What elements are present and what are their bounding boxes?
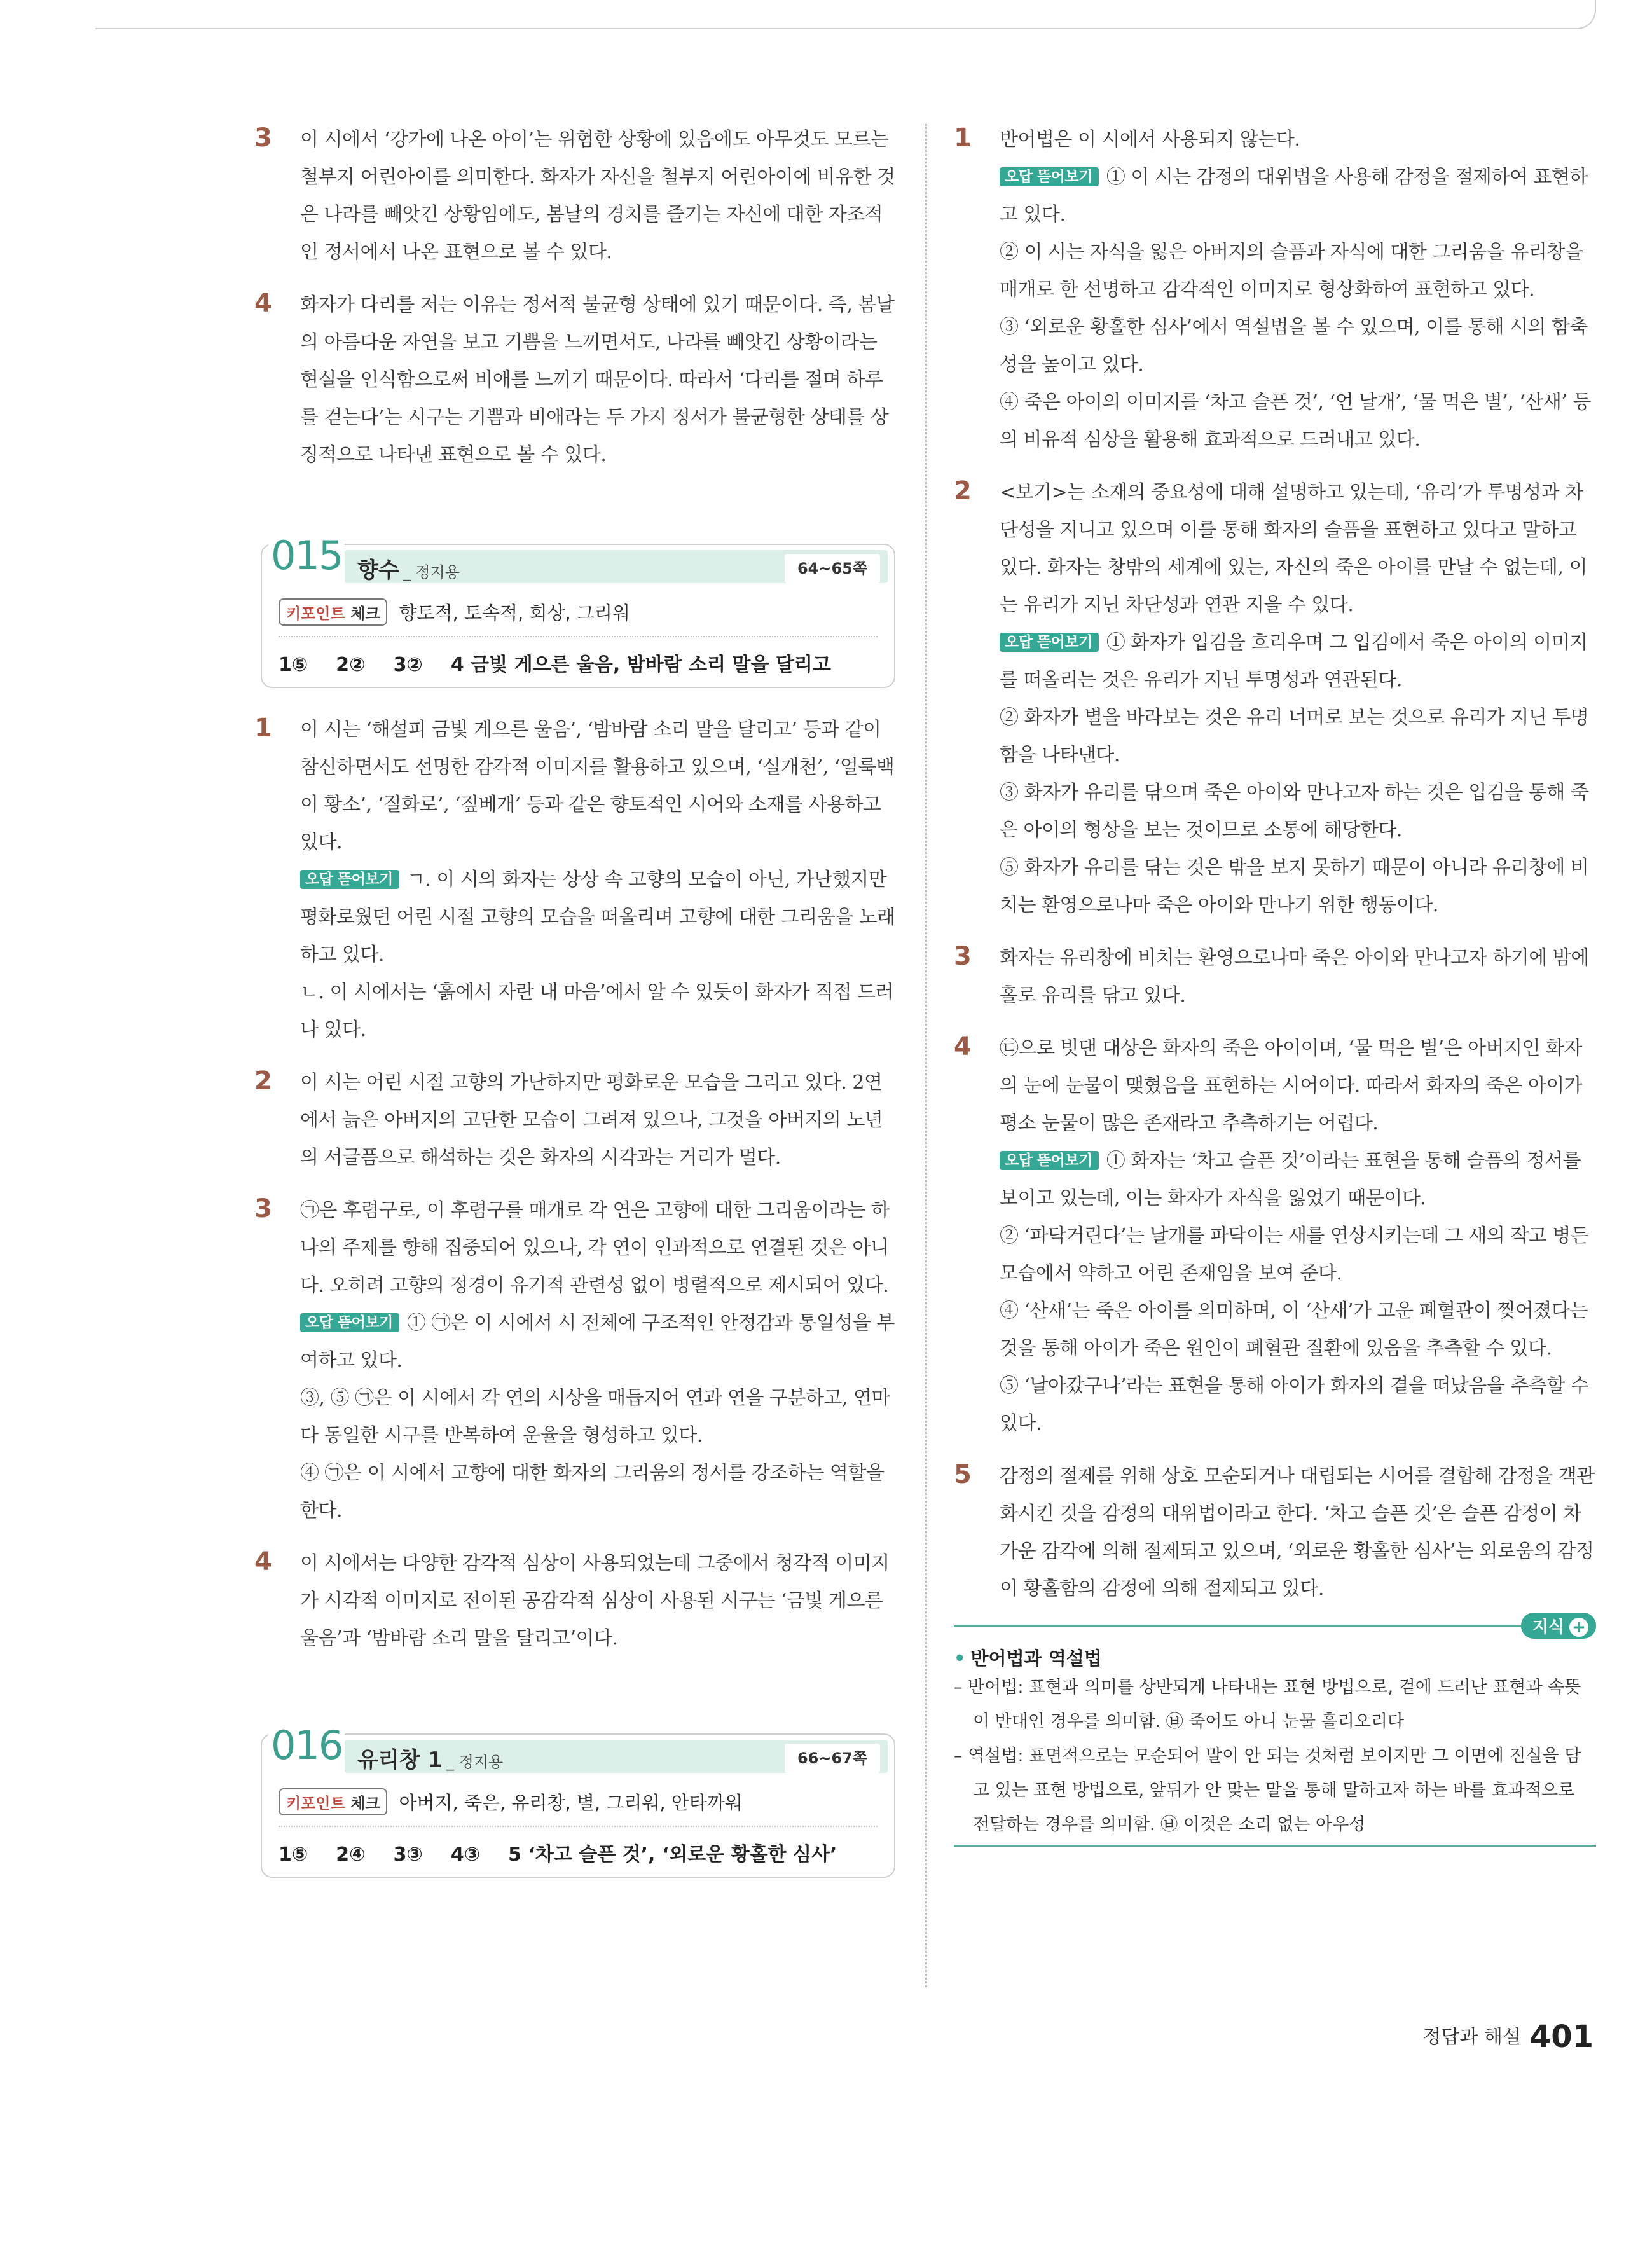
knowledge-line: – 역설법: 표면적으로는 모순되어 말이 안 되는 것처럼 보이지만 그 이면에 진실을 담고 있는 표현 방법으로, 앞뒤가 안 맞는 말을 통해 말하고자 하는 바를 효과적으로 전달하는 경우를 의미함. ㉥ 이것은 소리 없는 아우성 <box>954 1746 1581 1835</box>
poem-author: _ 정지용 <box>403 563 460 581</box>
wrong-answer-note: ㄴ. 이 시에서는 ‘흙에서 자란 내 마음’에서 알 수 있듯이 화자가 직접 드러나 있다. <box>300 981 893 1041</box>
knowledge-rule <box>954 1625 1596 1627</box>
wrong-answer-note: ③, ⑤ ㉠은 이 시에서 각 연의 시상을 매듭지어 연과 연을 구분하고, 연마다 동일한 시구를 반복하여 운율을 형성하고 있다. <box>300 1387 890 1447</box>
question-number: 4 <box>254 289 272 318</box>
right-column <box>954 121 1596 1847</box>
wrong-answer-note: ④ ㉠은 이 시에서 고향에 대한 화자의 그리움의 정서를 강조하는 역할을 한다. <box>300 1462 885 1522</box>
wrong-answer-note: 오답 뜯어보기 ㄱ. 이 시의 화자는 상상 속 고향의 모습이 아닌, 가난했지만 평화로웠던 어린 시절 고향의 모습을 떠올리며 고향에 대한 그리움을 노래하고 있다. <box>300 869 895 966</box>
knowledge-box <box>954 1613 1596 1847</box>
question-number: 1 <box>954 123 972 153</box>
question-item <box>254 711 897 1049</box>
keypoint-label: 키포인트 체크 <box>279 1788 387 1815</box>
answer-explanation: 화자가 다리를 저는 이유는 정서적 불균형 상태에 있기 때문이다. 즉, 봄날의 아름다운 자연을 보고 기쁨을 느끼면서도, 나라를 빼앗긴 상황이라는 현실을 인식함으로써 비애를 느끼기 때문이다. 따라서 ‘다리를 절며 하루를 걷는다’는 시구는 기쁨과 비애라는 두 가지 정서가 불균형한 상태를 상징적으로 나타낸 표현으로 볼 수 있다. <box>300 294 895 466</box>
answer-explanation: 이 시는 ‘해설피 금빛 게으른 울음’, ‘밤바람 소리 말을 달리고’ 등과 같이 참신하면서도 선명한 감각적 이미지를 활용하고 있으며, ‘실개천’, ‘얼룩백이 황소’, ‘질화로’, ‘짚베개’ 등과 같은 향토적인 시어와 소재를 사용하고 있다. <box>300 719 895 853</box>
question-item <box>954 1030 1596 1442</box>
plus-icon: + <box>1569 1618 1588 1637</box>
wrong-answer-note: ④ 죽은 아이의 이미지를 ‘차고 슬픈 것’, ‘언 날개’, ‘물 먹은 별’, ‘산새’ 등의 비유적 심상을 활용해 효과적으로 드러내고 있다. <box>1000 391 1591 451</box>
question-number: 4 <box>254 1547 272 1576</box>
question-number: 3 <box>254 1194 272 1223</box>
question-number: 4 <box>954 1032 972 1061</box>
keypoint-row <box>279 1788 878 1827</box>
column-divider <box>925 124 927 1987</box>
question-item <box>954 474 1596 924</box>
wrong-answer-note: ② ‘파닥거린다’는 날개를 파닥이는 새를 연상시키는데 그 새의 작고 병든 모습에서 약하고 어린 존재임을 보여 준다. <box>1000 1225 1589 1285</box>
wrong-answer-note: 오답 뜯어보기 ① 화자가 입김을 흐리우며 그 입김에서 죽은 아이의 이미지를 떠올리는 것은 유리가 지닌 투명성과 연관된다. <box>1000 631 1588 691</box>
answer-key: 1⑤ <box>279 654 308 676</box>
keypoint-row <box>279 598 878 637</box>
knowledge-line: – 반어법: 표현과 의미를 상반되게 나타내는 표현 방법으로, 겉에 드러난 표현과 속뜻이 반대인 경우를 의미함. ㉥ 죽어도 아니 눈물 흘리오리다 <box>954 1678 1581 1732</box>
wrong-answer-note: ⑤ ‘날아갔구나’라는 표현을 통해 아이가 화자의 곁을 떠났음을 추측할 수 있다. <box>1000 1375 1589 1435</box>
answer-key: 3② <box>393 654 423 676</box>
answer-explanation: 이 시는 어린 시절 고향의 가난하지만 평화로운 모습을 그리고 있다. 2연에서 늙은 아버지의 고단한 모습이 그려져 있으나, 그것을 아버지의 노년의 서글픔으로 해석하는 것은 화자의 시각과는 거리가 멀다. <box>300 1071 883 1169</box>
answer-explanation: 화자는 유리창에 비치는 환영으로나마 죽은 아이와 만나고자 하기에 밤에 홀로 유리를 닦고 있다. <box>1000 947 1589 1007</box>
page-range: 64~65쪽 <box>785 554 880 583</box>
knowledge-title: • 반어법과 역설법 <box>954 1644 1596 1671</box>
wrong-answer-note: 오답 뜯어보기 ① 화자는 ‘차고 슬픈 것’이라는 표현을 통해 슬픔의 정서를 보이고 있는데, 이는 화자가 자식을 잃었기 때문이다. <box>1000 1150 1581 1209</box>
wrong-answer-tag: 오답 뜯어보기 <box>300 1313 399 1332</box>
question-item <box>254 1545 897 1657</box>
knowledge-badge: 지식 + <box>1521 1613 1596 1639</box>
wrong-answer-note: ④ ‘산새’는 죽은 아이를 의미하며, 이 ‘산새’가 고운 폐혈관이 찢어졌다는 것을 통해 아이가 죽은 원인이 폐혈관 질환에 있음을 추측할 수 있다. <box>1000 1300 1588 1360</box>
wrong-answer-note: ⑤ 화자가 유리를 닦는 것은 밖을 보지 못하기 때문이 아니라 유리창에 비치는 환영으로나마 죽은 아이와 만나기 위한 행동이다. <box>1000 857 1589 916</box>
question-number: 3 <box>954 942 972 971</box>
answer-explanation: ㉢으로 빗댄 대상은 화자의 죽은 아이이며, ‘물 먹은 별’은 아버지인 화자의 눈에 눈물이 맺혔음을 표현하는 시어이다. 따라서 화자의 죽은 아이가 평소 눈물이 많은 존재라고 추측하기는 어렵다. <box>1000 1037 1583 1134</box>
answer-key: 4③ <box>450 1843 481 1866</box>
wrong-answer-note: 오답 뜯어보기 ① 이 시는 감정의 대위법을 사용해 감정을 절제하여 표현하고 있다. <box>1000 166 1588 226</box>
page-footer <box>1422 2019 1593 2055</box>
poem-number: 016 <box>268 1722 345 1768</box>
answer-explanation: <보기>는 소재의 중요성에 대해 설명하고 있는데, ‘유리’가 투명성과 차단성을 지니고 있으며 이를 통해 화자의 슬픔을 표현하고 있다고 말하고 있다. 화자는 창밖의 세계에 있는, 자신의 죽은 아이를 만날 수 없는데, 이는 유리가 지닌 차단성과 연관 지을 수 있다. <box>1000 481 1587 616</box>
poem-author: _ 정지용 <box>446 1753 504 1771</box>
page-frame <box>95 0 1596 29</box>
answer-key: 3③ <box>393 1843 423 1866</box>
answer-explanation: ㉠은 후렴구로, 이 후렴구를 매개로 각 연은 고향에 대한 그리움이라는 하나의 주제를 향해 집중되어 있으나, 각 연이 인과적으로 연결된 것은 아니다. 오히려 고향의 정경이 유기적 관련성 없이 병렬적으로 제시되어 있다. <box>300 1199 890 1297</box>
poem-title: 유리창 1 _ 정지용 <box>357 1747 504 1773</box>
answer-explanation: 이 시에서는 다양한 감각적 심상이 사용되었는데 그중에서 청각적 이미지가 시각적 이미지로 전이된 공감각적 심상이 사용된 시구는 ‘금빛 게으른 울음’과 ‘밤바람 소리 말을 달리고’이다. <box>300 1552 890 1650</box>
poem-title: 향수 _ 정지용 <box>357 558 460 583</box>
wrong-answer-note: ③ 화자가 유리를 닦으며 죽은 아이와 만나고자 하는 것은 입김을 통해 죽은 아이의 형상을 보는 것이므로 소통에 해당한다. <box>1000 782 1589 841</box>
question-item <box>254 1192 897 1529</box>
answer-explanation: 반어법은 이 시에서 사용되지 않는다. <box>1000 128 1300 151</box>
question-number: 3 <box>254 123 272 153</box>
question-item <box>254 286 897 474</box>
page-number: 401 <box>1529 2019 1593 2055</box>
question-number: 5 <box>954 1460 972 1489</box>
question-item <box>954 939 1596 1014</box>
keypoint-label: 키포인트 체크 <box>279 598 387 626</box>
box-header <box>262 532 894 583</box>
wrong-answer-note: ③ ‘외로운 황홀한 심사’에서 역설법을 볼 수 있으며, 이를 통해 시의 함축성을 높이고 있다. <box>1000 316 1588 376</box>
question-item <box>954 1457 1596 1608</box>
wrong-answer-tag: 오답 뜯어보기 <box>1000 1151 1099 1170</box>
answer-key: 4 금빛 게으른 울음, 밤바람 소리 말을 달리고 <box>450 654 831 676</box>
poem-summary-box-016 <box>261 1722 895 1878</box>
question-item <box>254 121 897 271</box>
question-item <box>254 1064 897 1176</box>
question-item <box>954 121 1596 458</box>
poem-summary-box-015 <box>261 532 895 688</box>
wrong-answer-note: 오답 뜯어보기 ① ㉠은 이 시에서 시 전체에 구조적인 안정감과 통일성을 부여하고 있다. <box>300 1312 895 1372</box>
wrong-answer-tag: 오답 뜯어보기 <box>1000 167 1099 186</box>
answer-key: 2② <box>336 654 366 676</box>
answer-key: 2④ <box>336 1843 366 1866</box>
left-column <box>254 121 897 1878</box>
answer-explanation: 이 시에서 ‘강가에 나온 아이’는 위험한 상황에 있음에도 아무것도 모르는 철부지 어린아이를 의미한다. 화자가 자신을 철부지 어린아이에 비유한 것은 나라를 빼앗긴 상황임에도, 봄날의 경치를 즐기는 자신에 대한 자조적인 정서에서 나온 표현으로 볼 수 있다. <box>300 128 895 263</box>
wrong-answer-tag: 오답 뜯어보기 <box>1000 633 1099 652</box>
question-number: 1 <box>254 713 272 743</box>
box-header <box>262 1722 894 1773</box>
answer-key-row <box>279 1838 878 1866</box>
knowledge-bottom-rule <box>954 1845 1596 1847</box>
knowledge-header <box>954 1613 1596 1638</box>
page-range: 66~67쪽 <box>785 1744 880 1773</box>
answer-key-row <box>279 649 878 677</box>
keypoint-text: 아버지, 죽은, 유리창, 별, 그리워, 안타까워 <box>399 1792 743 1814</box>
poem-number: 015 <box>268 532 345 579</box>
question-number: 2 <box>954 476 972 506</box>
wrong-answer-note: ② 이 시는 자식을 잃은 아버지의 슬픔과 자식에 대한 그리움을 유리창을 매개로 한 선명하고 감각적인 이미지로 형상화하여 표현하고 있다. <box>1000 241 1583 301</box>
wrong-answer-tag: 오답 뜯어보기 <box>300 870 399 889</box>
answer-explanation: 감정의 절제를 위해 상호 모순되거나 대립되는 시어를 결합해 감정을 객관화시킨 것을 감정의 대위법이라고 한다. ‘차고 슬픈 것’은 슬픈 감정이 차가운 감각에 의해 절제되고 있으며, ‘외로운 황홀한 심사’는 외로움의 감정이 황홀함의 감정에 의해 절제되고 있다. <box>1000 1465 1595 1600</box>
footer-label: 정답과 해설 <box>1422 2026 1521 2048</box>
wrong-answer-note: ② 화자가 별을 바라보는 것은 유리 너머로 보는 것으로 유리가 지닌 투명함을 나타낸다. <box>1000 706 1589 766</box>
answer-key: 1⑤ <box>279 1843 308 1866</box>
question-number: 2 <box>254 1066 272 1096</box>
keypoint-text: 향토적, 토속적, 회상, 그리워 <box>399 602 630 624</box>
answer-key: 5 ‘차고 슬픈 것’, ‘외로운 황홀한 심사’ <box>508 1843 837 1866</box>
